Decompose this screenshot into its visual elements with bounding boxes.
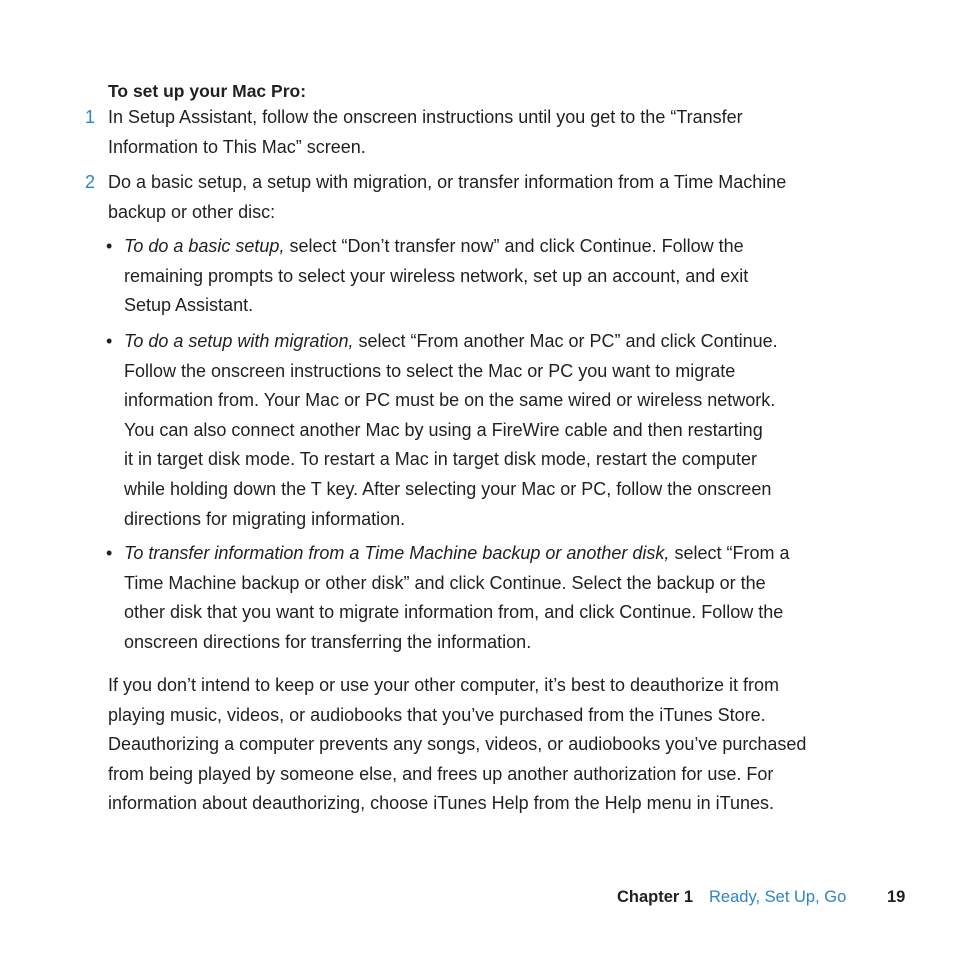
step-number: 1 <box>85 107 96 127</box>
bullet-first-rest: select “From another Mac or PC” and click Continue. <box>353 331 778 351</box>
bullet-text <box>124 327 884 534</box>
bullet-line: directions for migrating information. <box>124 508 406 529</box>
paragraph-line: If you don’t intend to keep or use your other computer, it’s best to deauthorize it from <box>108 675 780 695</box>
bullet-first-rest: select “From a <box>669 543 790 563</box>
bullet-lead: To transfer information from a Time Machine backup or another disk, <box>124 543 670 563</box>
bullet-line: Setup Assistant. <box>124 295 254 316</box>
bullet-line: other disk that you want to migrate information from, and click Continue. Follow the <box>124 602 784 623</box>
bullet-lead: To do a setup with migration, <box>124 331 354 351</box>
bullet-text <box>124 539 884 657</box>
deauthorize-paragraph <box>108 671 888 819</box>
bullet-icon: • <box>106 331 113 351</box>
section-heading: To set up your Mac Pro: <box>108 81 307 101</box>
step-line: Do a basic setup, a setup with migration, or transfer information from a Time Machine <box>108 172 787 192</box>
bullet-line: remaining prompts to select your wireless network, set up an account, and exit <box>124 265 749 286</box>
bullet-first-rest: select “Don’t transfer now” and click Continue. Follow the <box>284 236 744 256</box>
step-line: In Setup Assistant, follow the onscreen instructions until you get to the “Transfer <box>108 107 743 127</box>
bullet-line: Follow the onscreen instructions to select the Mac or PC you want to migrate <box>124 360 736 381</box>
paragraph-line: Deauthorizing a computer prevents any songs, videos, or audiobooks you’ve purchased <box>108 734 807 755</box>
bullet-line: while holding down the T key. After selecting your Mac or PC, follow the onscreen <box>124 478 772 499</box>
bullet-icon: • <box>106 236 113 256</box>
step-line: backup or other disc: <box>108 201 276 222</box>
bullet-line: Time Machine backup or other disk” and click Continue. Select the backup or the <box>124 572 766 593</box>
paragraph-line: playing music, videos, or audiobooks that you’ve purchased from the iTunes Store. <box>108 704 766 725</box>
page-footer <box>0 884 954 910</box>
bullet-line <box>124 232 884 262</box>
paragraph-line: information about deauthorizing, choose iTunes Help from the Help menu in iTunes. <box>108 793 775 814</box>
bullet-line <box>124 539 884 569</box>
step-number: 2 <box>85 172 96 192</box>
bullet-line: information from. Your Mac or PC must be on the same wired or wireless network. <box>124 390 776 411</box>
bullet-line: it in target disk mode. To restart a Mac in target disk mode, restart the computer <box>124 449 757 470</box>
bullet-line: You can also connect another Mac by using a FireWire cable and then restarting <box>124 419 763 440</box>
paragraph-line: from being played by someone else, and frees up another authorization for use. For <box>108 763 774 784</box>
footer-chapter-title: Ready, Set Up, Go <box>709 888 847 906</box>
step-text <box>108 168 878 227</box>
step-line: Information to This Mac” screen. <box>108 136 366 157</box>
footer-chapter: Chapter 1 <box>617 888 694 906</box>
bullet-icon: • <box>106 543 113 563</box>
step-text <box>108 103 878 162</box>
bullet-text <box>124 232 884 321</box>
bullet-line <box>124 327 884 357</box>
bullet-line: onscreen directions for transferring the information. <box>124 631 532 652</box>
page-number: 19 <box>887 888 906 906</box>
bullet-lead: To do a basic setup, <box>124 236 285 256</box>
